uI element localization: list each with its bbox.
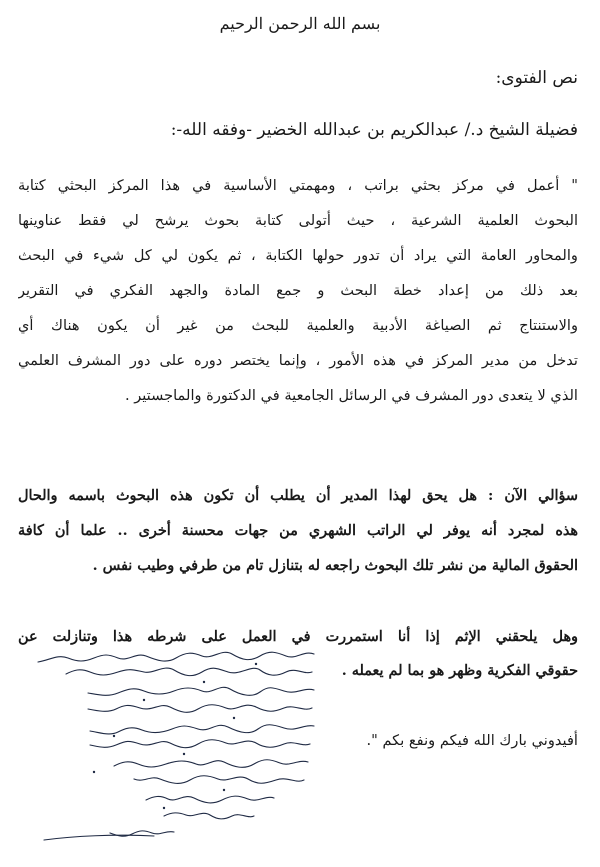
question-paragraph xyxy=(18,168,578,413)
handwritten-answer xyxy=(24,646,320,846)
question-line: والاستنتاج ثم الصياغة الأدبية والعلمية للبحث من غير أن يكون هناك أي xyxy=(18,317,578,334)
question-now-line: هذه لمجرد أنه يوفر لي الراتب الشهري من جهات محسنة أخرى .. علما أن كافة xyxy=(18,522,578,539)
addressee-line: فضيلة الشيخ د./ عبدالكريم بن عبدالله الخضير -وفقه الله-: xyxy=(170,120,578,140)
basmala-heading: بسم الله الرحمن الرحيم xyxy=(219,14,381,33)
question-line: البحوث العلمية الشرعية ، حيث أتولى كتابة بحوث يرشح لي فقط عناوينها xyxy=(18,212,578,229)
question-line: " أعمل في مركز بحثي براتب ، ومهمتي الأساسية في هذا المركز البحثي كتابة xyxy=(18,177,578,194)
closing-line: أفيدوني بارك الله فيكم ونفع بكم ". xyxy=(366,732,578,749)
fatwa-label: نص الفتوى: xyxy=(495,68,578,88)
question-now-paragraph xyxy=(18,478,578,583)
question-now-line: الحقوق المالية من نشر تلك البحوث راجعه له بتنازل تام من طرفي وطيب نفس . xyxy=(92,557,578,574)
question-line: بعد ذلك من إعداد خطة البحث و جمع المادة والجهد الفكري في التقرير xyxy=(18,282,578,299)
question-line: والمحاور العامة التي يراد أن تدور حولها الكتابة ، ثم يكون لي كل شيء في البحث xyxy=(18,247,578,264)
handwritten-scribble xyxy=(24,646,320,846)
question-now-line: سؤالي الآن : هل يحق لهذا المدير أن يطلب أن تكون هذه البحوث باسمه والحال xyxy=(18,487,578,504)
question-line: تدخل من مدير المركز في هذه الأمور ، وإنما يختصر دوره على دور المشرف العلمي xyxy=(18,352,578,369)
question-sin-line: وهل يلحقني الإثم إذا أنا استمررت في العمل على شرطه هذا وتنازلت عن xyxy=(18,628,578,645)
question-line: الذي لا يتعدى دور المشرف في الرسائل الجامعية في الدكتورة والماجستير . xyxy=(124,387,578,404)
question-sin-line: حقوقي الفكرية وظهر هو بما لم يعمله . xyxy=(341,662,578,679)
